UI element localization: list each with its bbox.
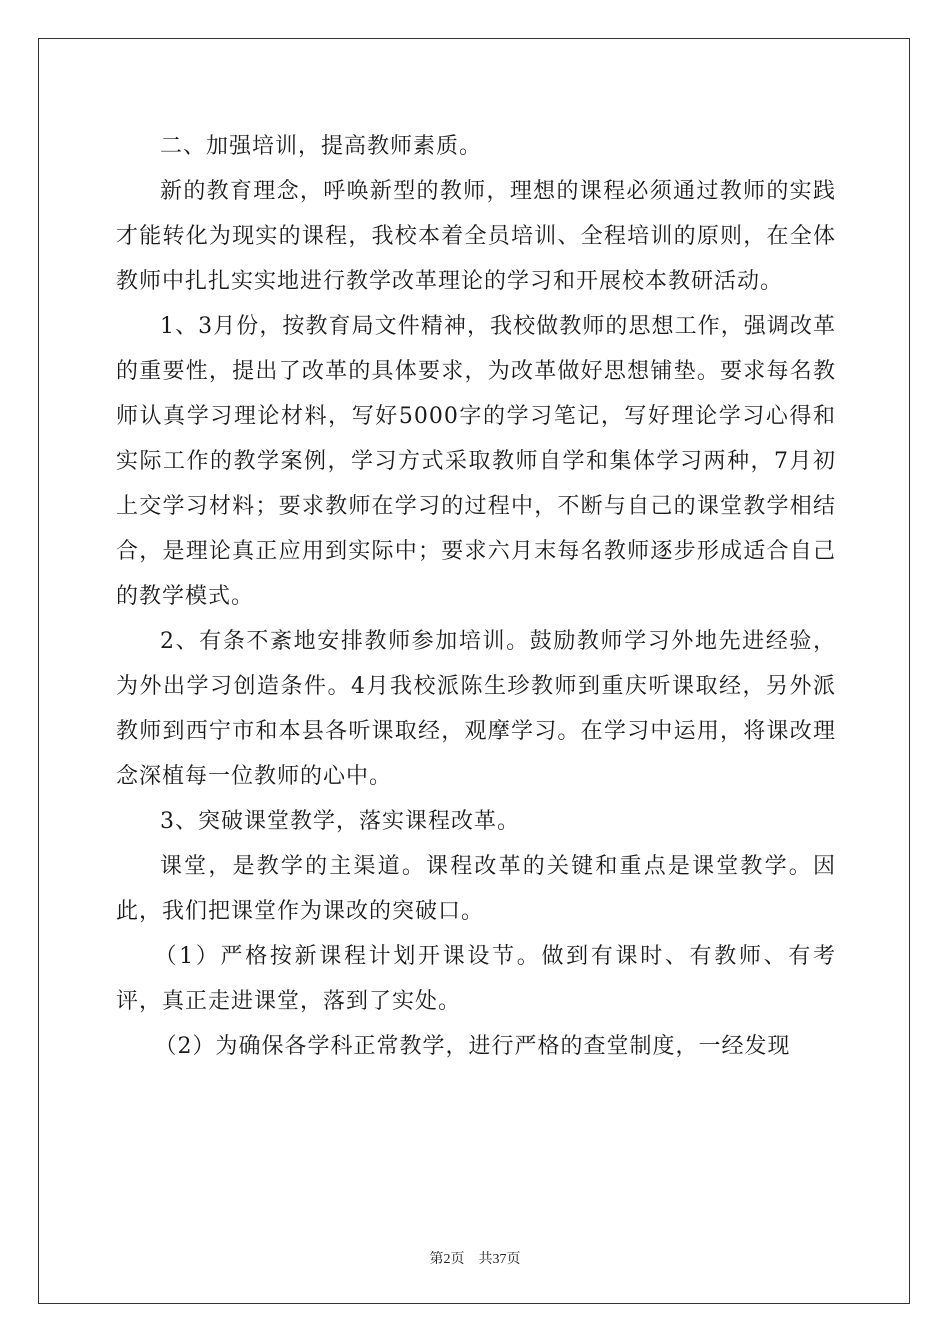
paragraph-item-2: 2、有条不紊地安排教师参加培训。鼓励教师学习外地先进经验，为外出学习创造条件。4月我校派陈生珍教师到重庆听课取经，另外派教师到西宁市和本县各听课取经，观摩学习。在学习中运用，将课改理念深植每一位教师的心中。 [116,629,836,789]
paragraph-classroom: 课堂，是教学的主渠道。课程改革的关键和重点是课堂教学。因此，我们把课堂作为课改的突破口。 [116,854,836,924]
paragraph-intro: 新的教育理念，呼唤新型的教师，理想的课程必须通过教师的实践才能转化为现实的课程，我校本着全员培训、全程培训的原则，在全体教师中扎扎实实地进行教学改革理论的学习和开展校本教研活动。 [116,179,836,294]
paragraph-subitem-2: （2）为确保各学科正常教学，进行严格的查堂制度，一经发现 [154,1034,791,1059]
document-body [116,124,836,1069]
page-total: 共37页 [478,1252,521,1267]
paragraph-subitem-1: （1）严格按新课程计划开课设节。做到有课时、有教师、有考评，真正走进课堂，落到了实处。 [116,944,836,1014]
paragraph-item-3: 3、突破课堂教学，落实课程改革。 [160,809,520,834]
section-heading: 二、加强培训，提高教师素质。 [160,134,483,159]
paragraph-item-1: 1、3月份，按教育局文件精神，我校做教师的思想工作，强调改革的重要性，提出了改革的具体要求，为改革做好思想铺垫。要求每名教师认真学习理论材料，写好5000字的学习笔记，写好理论学习心得和实际工作的教学案例，学习方式采取教师自学和集体学习两种，7月初上交学习材料；要求教师在学习的过程中，不断与自己的课堂教学相结合，是理论真正应用到实际中；要求六月末每名教师逐步形成适合自己的教学模式。 [116,314,836,609]
page-number: 第2页 [429,1252,465,1267]
page-footer [0,1248,950,1268]
